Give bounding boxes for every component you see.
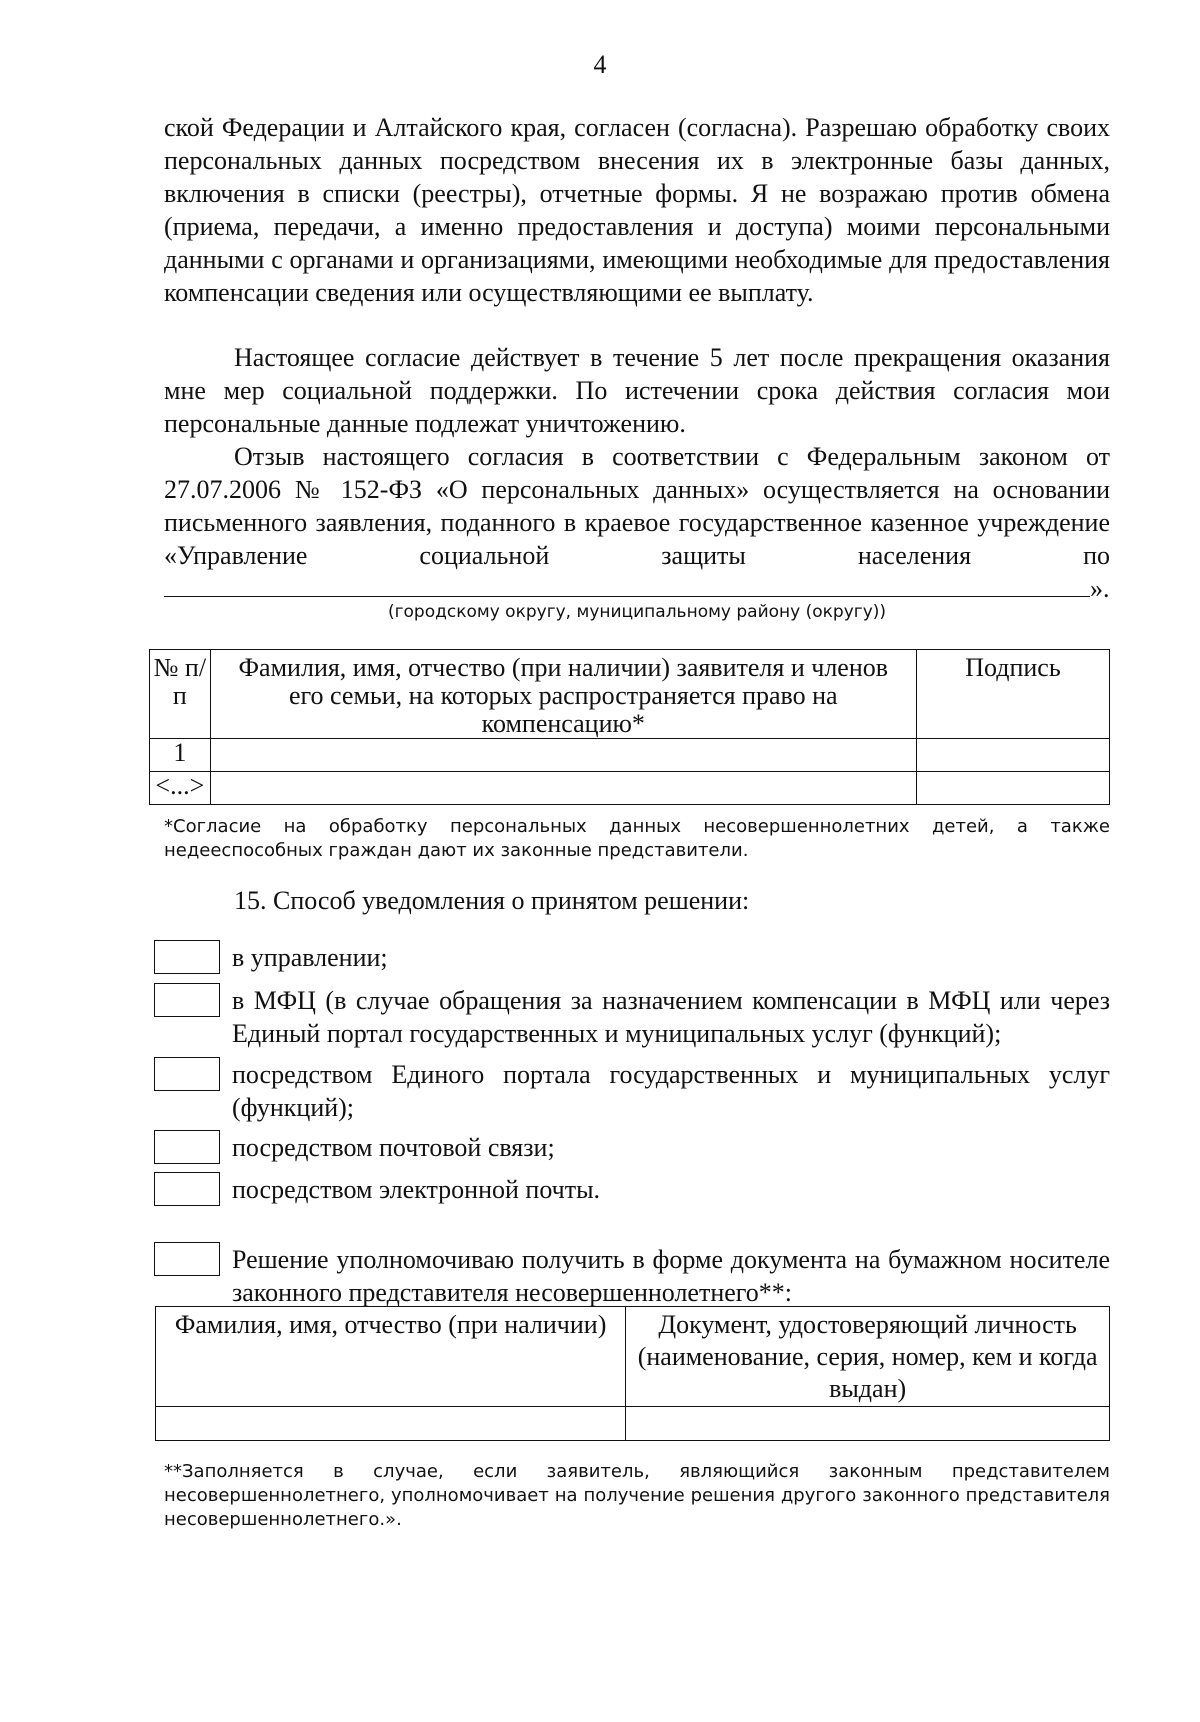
- table-header-row: [156, 1307, 1110, 1407]
- legal-representative-table: [155, 1306, 1110, 1441]
- option-label-unified-portal: посредством Единого портала государственных и муниципальных услуг (функций);: [232, 1060, 1110, 1122]
- table-cell-fullname[interactable]: [210, 739, 916, 772]
- option-label-postal: посредством почтовой связи;: [232, 1133, 555, 1162]
- authorize-representative-label: Решение уполномочиваю получить в форме документа на бумажном носителе законного представителя несовершеннолетнего**:: [232, 1245, 1110, 1307]
- option-checkbox-department[interactable]: [154, 940, 220, 974]
- option-checkbox-unified-portal[interactable]: [154, 1057, 220, 1091]
- table-cell-identity-document[interactable]: [626, 1407, 1110, 1441]
- table-row: [150, 739, 1110, 772]
- table-cell-number: 1: [150, 739, 211, 772]
- option-checkbox-email[interactable]: [154, 1172, 220, 1206]
- table-row: [150, 772, 1110, 805]
- section-15-heading: 15. Способ уведомления о принятом решении:: [234, 886, 750, 915]
- table-header-fullname: Фамилия, имя, отчество (при наличии) заявителя и членов его семьи, на которых распространяется право на компенсацию*: [210, 650, 916, 739]
- table-header-identity-document: Документ, удостоверяющий личность (наименование, серия, номер, кем и когда выдан): [626, 1307, 1110, 1407]
- footnote-legal-representative: **Заполняется в случае, если заявитель, являющийся законным представителем несовершеннолетнего, уполномочивает на получение решения другого законного представителя несовершеннолетнего.».: [164, 1461, 1110, 1530]
- consent-paragraph-2: Настоящее согласие действует в течение 5 лет после прекращения оказания мне мер социальной поддержки. По истечении срока действия согласия мои персональные данные подлежат уничтожению.: [164, 343, 1110, 438]
- table-header-number: № п/п: [150, 650, 211, 739]
- option-label-mfc: в МФЦ (в случае обращения за назначением компенсации в МФЦ или через Единый портал государственных и муниципальных услуг (функций);: [232, 986, 1110, 1048]
- table-cell-fullname[interactable]: [210, 772, 916, 805]
- authorize-representative-checkbox[interactable]: [154, 1242, 220, 1276]
- district-blank-line: [164, 596, 1090, 597]
- table-cell-number: <...>: [150, 772, 211, 805]
- consent-paragraph-1: ской Федерации и Алтайского края, согласен (согласна). Разрешаю обработку своих персональных данных посредством внесения их в электронные базы данных, включения в списки (реестры), отчетные формы. Я не возражаю против обмена (приема, передачи, а именно предоставления и доступа) моими персональными данными с органами и организациями, имеющими необходимые для предоставления компенсации сведения или осуществляющими ее выплату.: [164, 113, 1110, 307]
- option-checkbox-postal[interactable]: [154, 1130, 220, 1164]
- footnote-consent-minors: *Согласие на обработку персональных данных несовершеннолетних детей, а также недееспособных граждан дают их законные представители.: [164, 816, 1110, 861]
- table-header-signature: Подпись: [916, 650, 1109, 739]
- district-blank-caption: (городскому округу, муниципальному району (округу)): [387, 602, 887, 622]
- option-label-department: в управлении;: [232, 943, 388, 972]
- consent-paragraph-3: Отзыв настоящего согласия в соответствии с Федеральным законом от 27.07.2006 № 152-ФЗ «О персональных данных» осуществляется на основании письменного заявления, поданного в краевое государственное казенное учреждение «Управление социальной защиты населения по: [164, 442, 1110, 570]
- table-header-row: [150, 650, 1110, 739]
- option-checkbox-mfc[interactable]: [154, 983, 220, 1017]
- district-blank-end: ».: [1090, 574, 1110, 603]
- table-header-representative-name: Фамилия, имя, отчество (при наличии): [156, 1307, 626, 1407]
- family-members-table: [149, 649, 1110, 805]
- table-row: [156, 1407, 1110, 1441]
- table-cell-signature[interactable]: [916, 739, 1109, 772]
- option-label-email: посредством электронной почты.: [232, 1175, 601, 1204]
- table-cell-representative-name[interactable]: [156, 1407, 626, 1441]
- page-number: 4: [593, 50, 607, 79]
- table-cell-signature[interactable]: [916, 772, 1109, 805]
